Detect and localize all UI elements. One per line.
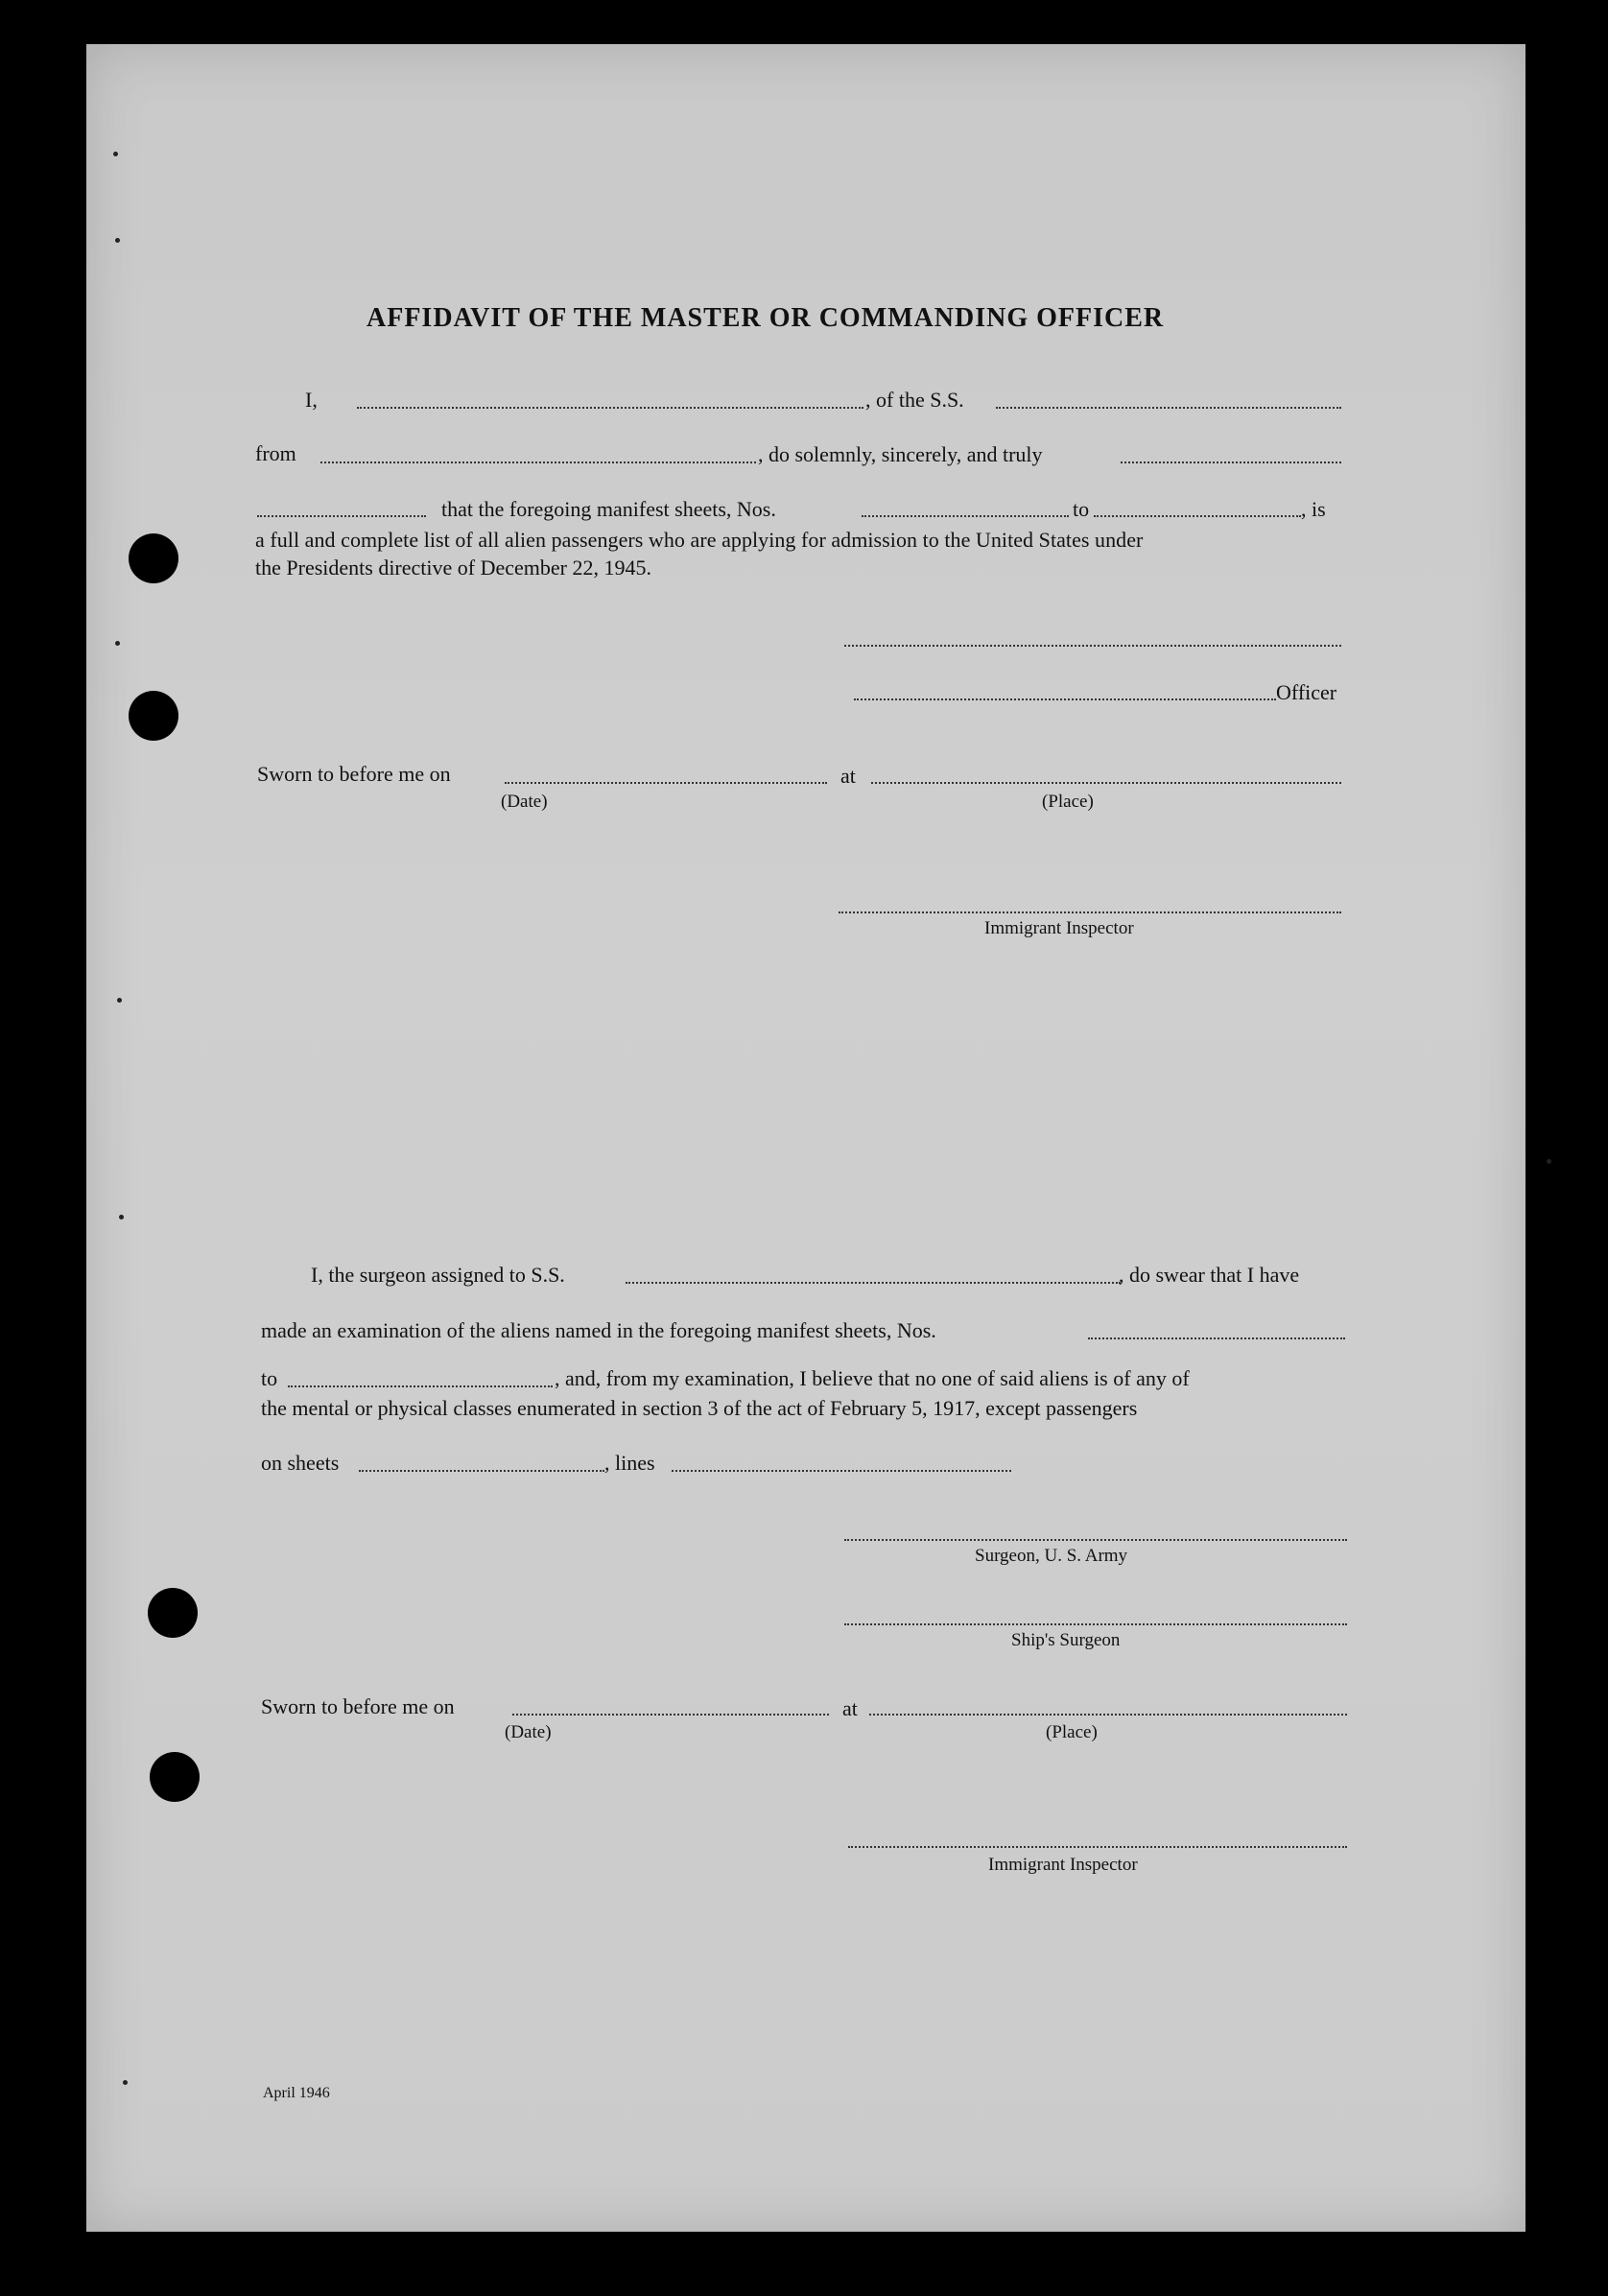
surgeon-line: , do swear that I have	[1119, 1263, 1300, 1287]
officer-label: Officer	[1276, 680, 1337, 704]
ship-name-field[interactable]	[996, 407, 1341, 409]
scan-speck	[1547, 1159, 1551, 1164]
master-statement-line: a full and complete list of all alien passengers who are applying for admission to the United States under	[255, 528, 1144, 552]
surgeon-to-label: to	[261, 1366, 278, 1390]
lines-label: , lines	[604, 1451, 655, 1475]
ships-surgeon-label: Ship's Surgeon	[1011, 1630, 1121, 1650]
inspector-signature-line[interactable]	[839, 911, 1341, 913]
oath-field[interactable]	[1121, 462, 1341, 463]
surgeon-line: the mental or physical classes enumerated in section 3 of the act of February 5, 1917, except passengers	[261, 1396, 1138, 1420]
swear-label: , do solemnly, sincerely, and truly	[758, 442, 1043, 466]
sworn-label: Sworn to before me on	[257, 762, 451, 786]
form-page	[86, 44, 1525, 2232]
punch-hole	[129, 533, 178, 583]
master-name-field[interactable]	[357, 407, 863, 409]
surgeon-inspector-signature-line[interactable]	[848, 1846, 1347, 1848]
scan-speck	[113, 152, 118, 156]
on-sheets-label: on sheets	[261, 1451, 340, 1475]
form-date-footer: April 1946	[263, 2085, 330, 2101]
date-caption: (Date)	[505, 1722, 552, 1742]
place-caption: (Place)	[1046, 1722, 1098, 1742]
from-label: from	[255, 441, 296, 465]
scan-speck	[119, 1215, 124, 1219]
sworn-date-field[interactable]	[505, 782, 827, 784]
punch-hole	[148, 1588, 198, 1638]
inspector-label: Immigrant Inspector	[988, 1855, 1138, 1875]
lines-field[interactable]	[672, 1470, 1011, 1472]
scan-speck	[123, 2080, 128, 2085]
sworn-place-field[interactable]	[871, 782, 1341, 784]
surgeon-line: I, the surgeon assigned to S.S.	[311, 1263, 565, 1287]
at-label: at	[842, 1696, 858, 1720]
manifest-label: that the foregoing manifest sheets, Nos.	[441, 497, 776, 521]
sheet-to-field[interactable]	[1094, 515, 1301, 517]
scan-speck	[115, 641, 120, 646]
surgeon-line: , and, from my examination, I believe that no one of said aliens is of any of	[555, 1366, 1190, 1390]
scan-speck	[117, 998, 122, 1003]
to-label: to	[1073, 497, 1090, 521]
date-caption: (Date)	[501, 792, 548, 812]
surgeon-sheets-field[interactable]	[1088, 1337, 1345, 1339]
officer-signature-line[interactable]	[854, 698, 1276, 700]
is-label: , is	[1301, 497, 1326, 521]
ships-surgeon-signature-line[interactable]	[844, 1623, 1347, 1625]
master-signature-line[interactable]	[844, 645, 1341, 647]
surgeon-to-field[interactable]	[288, 1385, 553, 1387]
surgeon-sworn-date-field[interactable]	[512, 1714, 829, 1716]
scan-speck	[115, 238, 120, 243]
at-label: at	[840, 764, 856, 788]
punch-hole	[150, 1752, 200, 1802]
form-title: AFFIDAVIT OF THE MASTER OR COMMANDING OFFICER	[367, 303, 1165, 333]
punch-hole	[129, 691, 178, 741]
inspector-label: Immigrant Inspector	[984, 918, 1134, 938]
of-ss-label: , of the S.S.	[865, 388, 964, 412]
port-from-field[interactable]	[320, 462, 756, 463]
place-caption: (Place)	[1042, 792, 1094, 812]
army-surgeon-signature-line[interactable]	[844, 1539, 1347, 1541]
surgeon-sworn-place-field[interactable]	[869, 1714, 1347, 1716]
sworn-label: Sworn to before me on	[261, 1694, 455, 1718]
master-i-label: I,	[305, 388, 318, 412]
surgeon-ship-field[interactable]	[626, 1282, 1121, 1284]
oath-word-field[interactable]	[257, 515, 426, 517]
surgeon-line: made an examination of the aliens named in the foregoing manifest sheets, Nos.	[261, 1318, 936, 1342]
on-sheets-field[interactable]	[359, 1470, 604, 1472]
sheet-from-field[interactable]	[862, 515, 1069, 517]
army-surgeon-label: Surgeon, U. S. Army	[975, 1546, 1128, 1566]
master-statement-line: the Presidents directive of December 22, 1945.	[255, 556, 651, 580]
